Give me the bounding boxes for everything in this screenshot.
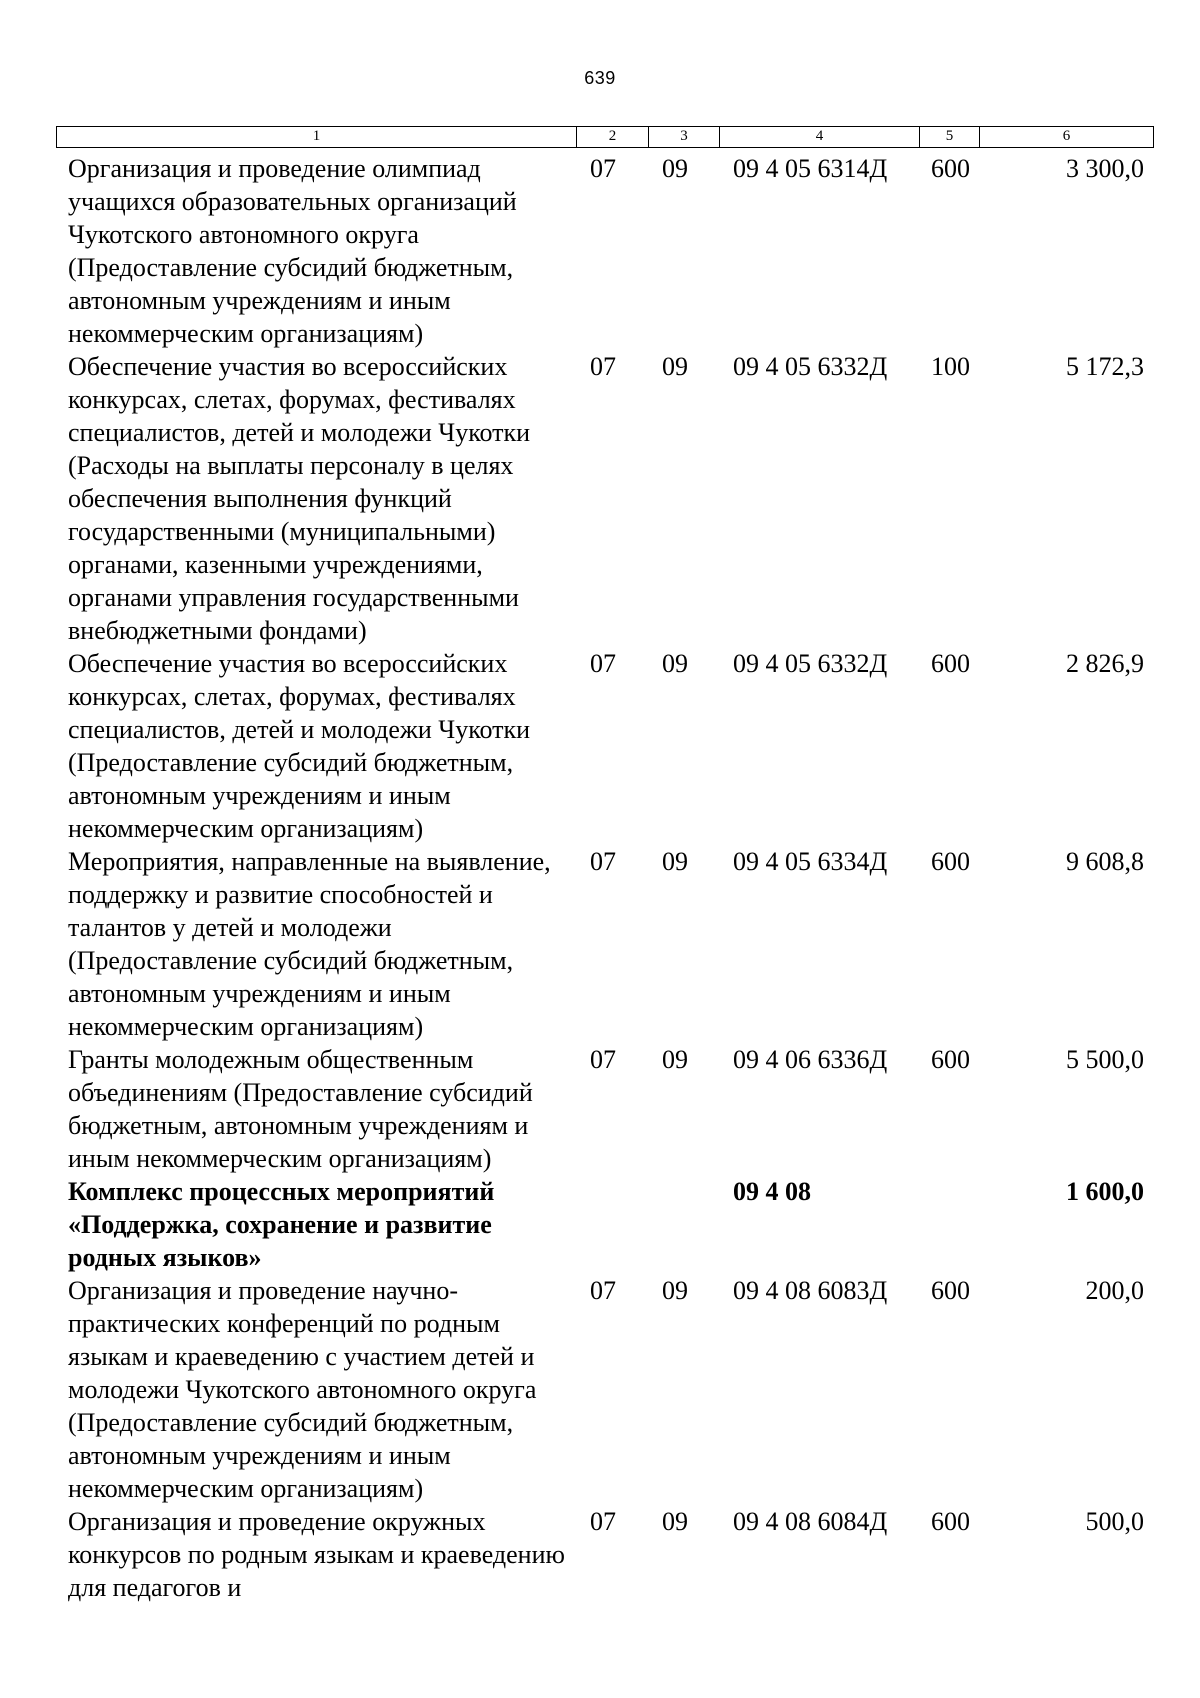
row-subsection: 09 — [662, 847, 688, 876]
row-name: Обеспечение участия во всероссийских конкурсах, слетах, форумах, фестивалях специалистов, детей и молодежи Чукотки (Расходы на выплаты персоналу в целях обеспечения выполнения функций государственными (муниципальными) органами, казенными учреждениями, органами управления государственными внебюджетными фондами) — [68, 352, 531, 645]
table-row — [56, 845, 1154, 1043]
row-expense-type: 600 — [931, 649, 970, 678]
row-section — [576, 1175, 648, 1274]
table-row — [56, 152, 1154, 350]
table-row — [56, 647, 1154, 845]
row-amount: 9 608,8 — [1066, 847, 1144, 876]
row-name: Гранты молодежным общественным объединениям (Предоставление субсидий бюджетным, автономным учреждениям и иным некоммерческим организациям) — [68, 1045, 533, 1173]
row-target: 09 4 08 — [733, 1177, 811, 1206]
row-expense-type: 600 — [931, 1045, 970, 1074]
row-target: 09 4 08 6083Д — [733, 1276, 888, 1305]
row-subsection: 09 — [662, 649, 688, 678]
row-target: 09 4 05 6332Д — [733, 649, 888, 678]
row-name: Комплекс процессных мероприятий «Поддержка, сохранение и развитие родных языков» — [68, 1177, 495, 1272]
row-section: 07 — [590, 352, 616, 381]
row-target: 09 4 06 6336Д — [733, 1045, 888, 1074]
row-amount: 5 172,3 — [1066, 352, 1144, 381]
table-row — [56, 350, 1154, 647]
row-target: 09 4 05 6334Д — [733, 847, 888, 876]
row-name: Организация и проведение научно-практических конференций по родным языкам и краеведению с участием детей и молодежи Чукотского автономного округа (Предоставление субсидий бюджетным, автономным учреждениям и иным некоммерческим организациям) — [68, 1276, 537, 1503]
row-amount: 2 826,9 — [1066, 649, 1144, 678]
table-row — [56, 1274, 1154, 1505]
row-target: 09 4 08 6084Д — [733, 1507, 888, 1536]
row-amount: 500,0 — [1085, 1507, 1144, 1536]
page-number: 639 — [584, 68, 616, 88]
table-row — [56, 1505, 1154, 1604]
table-header — [56, 126, 1154, 148]
table-body — [56, 152, 1154, 1604]
row-name: Мероприятия, направленные на выявление, поддержку и развитие способностей и талантов у детей и молодежи (Предоставление субсидий бюджетным, автономным учреждениям и иным некоммерческим организациям) — [68, 847, 551, 1041]
row-expense-type: 600 — [931, 154, 970, 183]
column-header-1: 1 — [57, 127, 577, 147]
row-name: Обеспечение участия во всероссийских конкурсах, слетах, форумах, фестивалях специалистов, детей и молодежи Чукотки (Предоставление субсидий бюджетным, автономным учреждениям и иным некоммерческим организациям) — [68, 649, 531, 843]
row-subsection: 09 — [662, 352, 688, 381]
row-section: 07 — [590, 1045, 616, 1074]
row-amount: 3 300,0 — [1066, 154, 1144, 183]
column-header-2: 2 — [577, 127, 649, 147]
row-section: 07 — [590, 1276, 616, 1305]
row-section: 07 — [590, 1507, 616, 1536]
row-section: 07 — [590, 649, 616, 678]
row-name: Организация и проведение олимпиад учащихся образовательных организаций Чукотского автономного округа (Предоставление субсидий бюджетным, автономным учреждениям и иным некоммерческим организациям) — [68, 154, 517, 348]
row-expense-type: 100 — [931, 352, 970, 381]
row-section: 07 — [590, 847, 616, 876]
table-row-section-heading — [56, 1175, 1154, 1274]
row-amount: 5 500,0 — [1066, 1045, 1144, 1074]
table-row — [56, 1043, 1154, 1175]
column-header-6: 6 — [1062, 128, 1071, 144]
row-amount: 200,0 — [1085, 1276, 1144, 1305]
column-header-4: 4 — [720, 127, 920, 147]
row-expense-type: 600 — [931, 1276, 970, 1305]
column-header-5: 5 — [920, 127, 980, 147]
row-target: 09 4 05 6314Д — [733, 154, 888, 183]
row-expense-type — [919, 1175, 979, 1274]
row-subsection: 09 — [662, 1045, 688, 1074]
row-target: 09 4 05 6332Д — [733, 352, 888, 381]
row-subsection: 09 — [662, 1276, 688, 1305]
row-expense-type: 600 — [931, 1507, 970, 1536]
row-name: Организация и проведение окружных конкурсов по родным языкам и краеведению для педагогов и — [68, 1507, 565, 1602]
row-section: 07 — [590, 154, 616, 183]
row-expense-type: 600 — [931, 847, 970, 876]
row-subsection: 09 — [662, 1507, 688, 1536]
row-subsection — [648, 1175, 719, 1274]
column-header-3: 3 — [649, 127, 720, 147]
row-amount: 1 600,0 — [1066, 1177, 1144, 1206]
row-subsection: 09 — [662, 154, 688, 183]
